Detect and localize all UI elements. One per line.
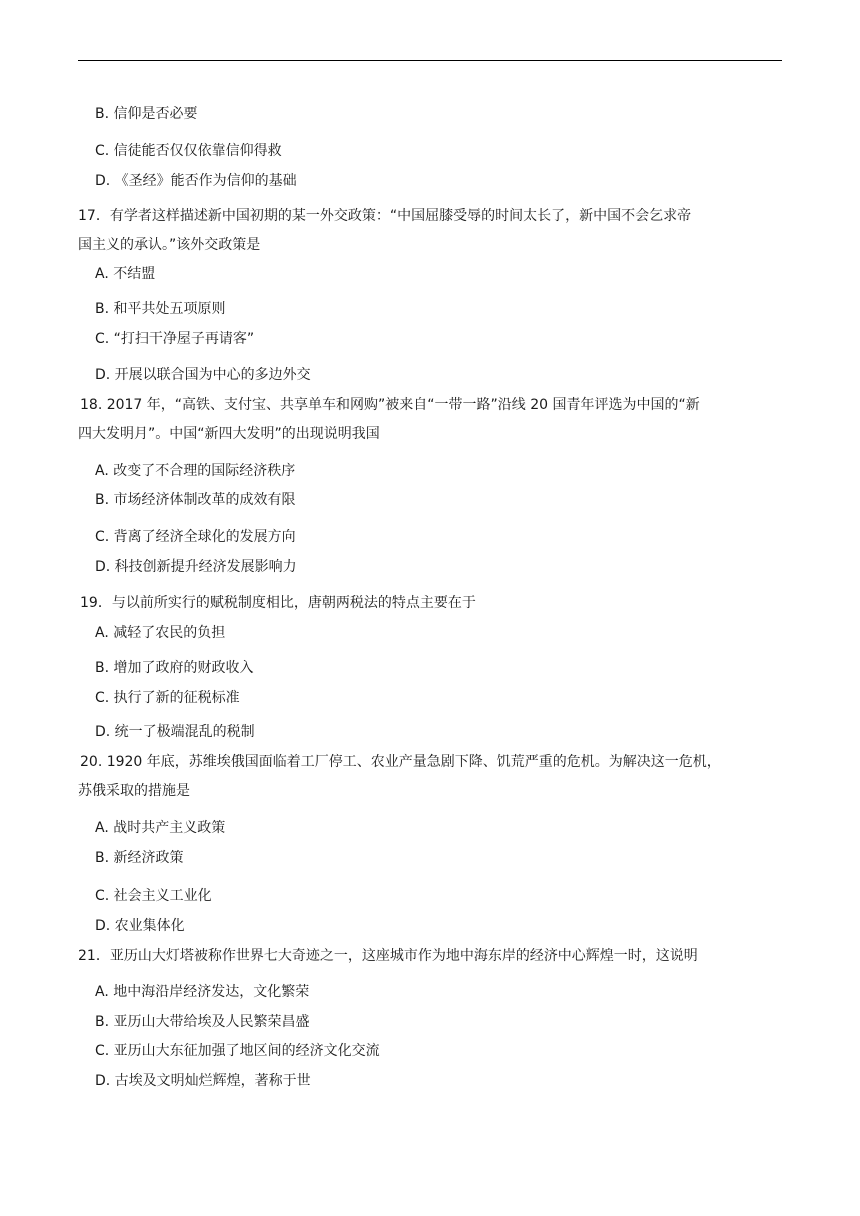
q17-stem-line1: 17．有学者这样描述新中国初期的某一外交政策：“中国屈膝受辱的时间太长了，新中国不会乞求帝	[78, 208, 692, 224]
q17-option-a: A. 不结盟	[95, 266, 156, 282]
q20-stem-line1: 20. 1920 年底，苏维埃俄国面临着工厂停工、农业产量急剧下降、饥荒严重的危机。为解决这一危机，	[80, 754, 721, 770]
q21-option-c: C. 亚历山大东征加强了地区间的经济文化交流	[95, 1043, 380, 1059]
q20-stem-line2: 苏俄采取的措施是	[78, 783, 190, 799]
q18-stem-line1: 18. 2017 年，“高铁、支付宝、共享单车和网购”被来自“一带一路”沿线 20 国青年评选为中国的“新	[80, 397, 700, 413]
q20-option-d: D. 农业集体化	[95, 918, 185, 934]
q21-option-d: D. 古埃及文明灿烂辉煌，著称于世	[95, 1073, 311, 1089]
q21-option-b: B. 亚历山大带给埃及人民繁荣昌盛	[95, 1014, 310, 1030]
q17-option-d: D. 开展以联合国为中心的多边外交	[95, 367, 311, 383]
q17-option-c: C. “打扫干净屋子再请客”	[95, 331, 255, 347]
q20-option-c: C. 社会主义工业化	[95, 888, 212, 904]
q19-option-a: A. 减轻了农民的负担	[95, 625, 226, 641]
q19-option-b: B. 增加了政府的财政收入	[95, 660, 254, 676]
q17-stem-line2: 国主义的承认。”该外交政策是	[78, 237, 261, 253]
q16-option-c: C. 信徒能否仅仅依靠信仰得救	[95, 143, 282, 159]
q16-option-b: B. 信仰是否必要	[95, 106, 198, 122]
q19-option-d: D. 统一了极端混乱的税制	[95, 724, 255, 740]
q21-stem-line1: 21．亚历山大灯塔被称作世界七大奇迹之一，这座城市作为地中海东岸的经济中心辉煌一时，这说明	[78, 948, 698, 964]
q19-stem-line1: 19．与以前所实行的赋税制度相比，唐朝两税法的特点主要在于	[80, 595, 476, 611]
q18-option-a: A. 改变了不合理的国际经济秩序	[95, 463, 296, 479]
q21-option-a: A. 地中海沿岸经济发达，文化繁荣	[95, 984, 310, 1000]
header-rule	[78, 60, 782, 61]
q20-option-a: A. 战时共产主义政策	[95, 820, 226, 836]
q18-option-d: D. 科技创新提升经济发展影响力	[95, 559, 297, 575]
q20-option-b: B. 新经济政策	[95, 850, 184, 866]
q18-option-b: B. 市场经济体制改革的成效有限	[95, 492, 296, 508]
q17-option-b: B. 和平共处五项原则	[95, 301, 226, 317]
q16-option-d: D. 《圣经》能否作为信仰的基础	[95, 173, 297, 189]
q18-option-c: C. 背离了经济全球化的发展方向	[95, 529, 296, 545]
q19-option-c: C. 执行了新的征税标准	[95, 690, 240, 706]
q18-stem-line2: 四大发明月”。中国“新四大发明”的出现说明我国	[78, 426, 380, 442]
